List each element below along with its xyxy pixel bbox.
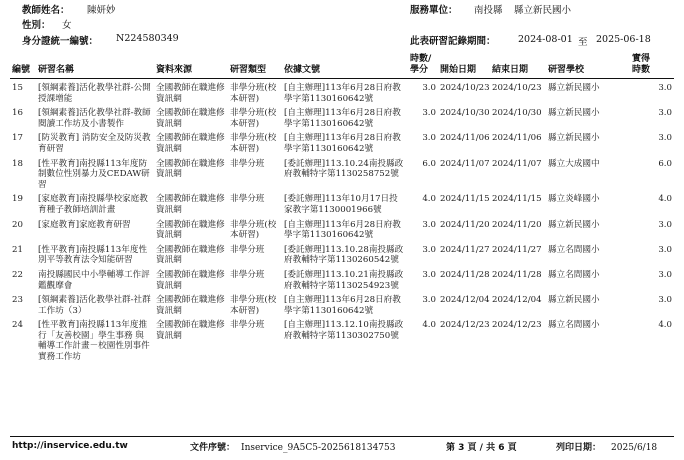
row-start-date: 2024/11/07 (440, 158, 490, 169)
service-unit-label: 服務單位： (410, 5, 458, 16)
row-end-date: 2024/11/28 (492, 269, 542, 280)
row-type: 非學分班 (230, 320, 265, 331)
row-earned-hours: 3.0 (658, 269, 672, 280)
row-school: 縣立新民國小 (548, 83, 600, 93)
table-row (10, 104, 674, 129)
row-end-date: 2024/11/20 (492, 219, 542, 230)
row-end-date: 2024/11/27 (492, 244, 542, 255)
row-end-date: 2024/11/15 (492, 194, 542, 205)
gender-label: 性別： (22, 20, 51, 31)
row-type: 非學分班 (230, 194, 265, 205)
row-source: 全國教師在職進修資訊網 (156, 158, 225, 180)
table-row (10, 216, 674, 241)
row-course-name: [家庭教育]家庭教育研習 (38, 219, 131, 230)
row-start-date: 2024/12/23 (440, 320, 490, 331)
id-number-label: 身分證統一編號： (22, 36, 99, 47)
service-unit-county: 南投縣 (474, 5, 503, 16)
row-start-date: 2024/12/04 (440, 295, 490, 306)
record-period-label: 此表研習記錄期間： (410, 36, 496, 47)
table-row (10, 291, 674, 316)
col-header-name: 研習名稱 (38, 65, 75, 75)
table-header-row (10, 54, 674, 79)
row-course-name: [性平教育]南投縣113年度推行「友善校園」學生事務 與輔導工作計畫－校園性別事件實務工作坊 (38, 320, 150, 363)
row-school: 縣立名間國小 (548, 320, 600, 331)
row-start-date: 2024/11/20 (440, 219, 490, 230)
row-type: 非學分班 (230, 158, 265, 169)
record-period-to: 至 (578, 37, 588, 48)
col-header-earned: 實得 時數 (632, 54, 651, 75)
row-earned-hours: 6.0 (658, 158, 672, 169)
row-hours: 3.0 (422, 244, 436, 255)
row-hours: 3.0 (422, 133, 436, 144)
col-header-end-date: 結束日期 (492, 65, 529, 75)
table-row (10, 155, 674, 191)
row-start-date: 2024/11/27 (440, 244, 490, 255)
row-doc-number: [自主辦理]113年6月28日府教學字第1130160642號 (284, 219, 401, 241)
row-source: 全國教師在職進修資訊網 (156, 219, 225, 241)
row-source: 全國教師在職進修資訊網 (156, 133, 225, 154)
table-row (10, 190, 674, 215)
row-course-name: [性平教育]南投縣113年度防制數位性別暴力及CEDAW研習 (38, 158, 150, 190)
row-course-name: 南投縣國民中小學輔導工作評鑑觀摩會 (38, 269, 150, 291)
row-number: 16 (12, 108, 23, 119)
row-number: 17 (12, 133, 23, 144)
table-row (10, 79, 674, 105)
row-source: 全國教師在職進修資訊網 (156, 269, 225, 291)
row-end-date: 2024/12/04 (492, 295, 542, 306)
row-hours: 3.0 (422, 108, 436, 119)
row-type: 非學分班(校本研習) (230, 108, 277, 129)
row-school: 縣立名間國小 (548, 269, 600, 280)
row-start-date: 2024/11/28 (440, 269, 490, 280)
col-header-number: 編號 (12, 65, 31, 75)
record-period-end: 2025-06-18 (596, 34, 651, 45)
row-doc-number: [委託辦理]113.10.24南投縣政府教輔特字第1130258752號 (284, 158, 404, 180)
row-hours: 4.0 (422, 194, 436, 205)
print-date: 列印日期： 2025/6/18 (556, 443, 658, 453)
row-doc-number: [自主辦理]113.12.10南投縣政府教輔特字第1130302750號 (284, 320, 404, 341)
row-doc-number: [委託辦理]113.10.21南投縣政府教輔特字第1130254923號 (284, 269, 404, 291)
table-row (10, 266, 674, 291)
row-hours: 3.0 (422, 269, 436, 280)
row-course-name: [家庭教育]南投縣學校家庭教育種子教師培訓計畫 (38, 194, 148, 215)
row-end-date: 2024/10/23 (492, 83, 542, 93)
row-doc-number: [委託辦理]113年10月17日投家教字第1130001966號 (284, 194, 398, 215)
row-course-name: [防災教育] 消防安全及防災教育研習 (38, 133, 151, 154)
row-type: 非學分班(校本研習) (230, 83, 277, 104)
row-end-date: 2024/11/07 (492, 158, 542, 169)
row-type: 非學分班(校本研習) (230, 295, 277, 316)
row-earned-hours: 4.0 (658, 320, 672, 331)
row-source: 全國教師在職進修資訊網 (156, 108, 225, 129)
row-school: 縣立炎峰國小 (548, 194, 600, 205)
row-number: 21 (12, 244, 23, 255)
row-source: 全國教師在職進修資訊網 (156, 83, 225, 104)
row-earned-hours: 3.0 (658, 244, 672, 255)
document-serial: 文件序號： Inservice_9A5C5-2025618134753 (190, 443, 396, 453)
col-header-type: 研習類型 (230, 65, 267, 75)
training-records-table (10, 54, 674, 363)
row-earned-hours: 3.0 (658, 295, 672, 306)
row-start-date: 2024/11/15 (440, 194, 490, 205)
row-type: 非學分班 (230, 244, 265, 255)
row-start-date: 2024/10/23 (440, 83, 490, 93)
row-end-date: 2024/12/23 (492, 320, 542, 331)
col-header-hours: 時數/ 學分 (410, 54, 432, 75)
row-number: 22 (12, 269, 23, 280)
row-doc-number: [委託辦理]113.10.28南投縣政府教輔特字第1130260542號 (284, 244, 404, 266)
row-end-date: 2024/10/30 (492, 108, 542, 119)
row-earned-hours: 3.0 (658, 108, 672, 119)
col-header-start-date: 開始日期 (440, 65, 477, 75)
row-course-name: [性平教育]南投縣113年度性別平等教育法令知能研習 (38, 244, 148, 266)
page-indicator: 第 3 頁 / 共 6 頁 (446, 443, 517, 453)
row-source: 全國教師在職進修資訊網 (156, 295, 225, 316)
row-earned-hours: 3.0 (658, 83, 672, 93)
col-header-doc: 依據文號 (284, 65, 321, 75)
table-row (10, 316, 674, 362)
row-end-date: 2024/11/06 (492, 133, 542, 144)
row-number: 20 (12, 219, 23, 230)
row-school: 縣立大成國中 (548, 158, 600, 169)
row-doc-number: [自主辦理]113年6月28日府教學字第1130160642號 (284, 133, 401, 154)
row-earned-hours: 4.0 (658, 194, 672, 205)
row-type: 非學分班(校本研習) (230, 219, 277, 241)
row-type: 非學分班 (230, 269, 265, 280)
row-number: 19 (12, 194, 23, 205)
col-header-source: 資料來源 (156, 65, 193, 75)
row-doc-number: [自主辦理]113年6月28日府教學字第1130160642號 (284, 108, 401, 129)
site-url: http://inservice.edu.tw (12, 441, 128, 451)
row-source: 全國教師在職進修資訊網 (156, 320, 225, 341)
table-row (10, 241, 674, 266)
teacher-name-label: 教師姓名： (22, 5, 70, 16)
row-school: 縣立新民國小 (548, 295, 600, 306)
row-hours: 3.0 (422, 219, 436, 230)
table-row (10, 129, 674, 154)
row-school: 縣立新民國小 (548, 108, 600, 119)
row-type: 非學分班(校本研習) (230, 133, 277, 154)
row-number: 15 (12, 83, 23, 93)
row-source: 全國教師在職進修資訊網 (156, 244, 225, 266)
row-start-date: 2024/11/06 (440, 133, 490, 144)
gender-value: 女 (62, 20, 72, 31)
row-number: 23 (12, 295, 23, 306)
teacher-name-value: 陳妍妙 (87, 5, 116, 16)
record-period-start: 2024-08-01 (518, 34, 573, 45)
row-number: 24 (12, 320, 23, 331)
row-school: 縣立名間國小 (548, 244, 600, 255)
row-hours: 4.0 (422, 320, 436, 331)
id-number-value: N224580349 (116, 33, 179, 44)
service-unit-school: 縣立新民國小 (514, 5, 572, 16)
row-course-name: [領綱素養]活化教學社群-社群工作坊（3） (38, 295, 151, 316)
row-school: 縣立新民國小 (548, 133, 600, 144)
row-hours: 3.0 (422, 295, 436, 306)
footer-divider (10, 436, 674, 437)
row-start-date: 2024/10/30 (440, 108, 490, 119)
row-earned-hours: 3.0 (658, 133, 672, 144)
row-earned-hours: 3.0 (658, 219, 672, 230)
row-course-name: [領綱素養]活化教學社群-公開授課增能 (38, 83, 151, 104)
row-hours: 6.0 (422, 158, 436, 169)
row-number: 18 (12, 158, 23, 169)
row-school: 縣立新民國小 (548, 219, 600, 230)
row-doc-number: [自主辦理]113年6月28日府教學字第1130160642號 (284, 295, 401, 316)
row-course-name: [領綱素養]活化教學社群-教師閱讀工作坊及小書製作 (38, 108, 151, 129)
row-source: 全國教師在職進修資訊網 (156, 194, 225, 215)
row-doc-number: [自主辦理]113年6月28日府教學字第1130160642號 (284, 83, 401, 104)
col-header-school: 研習學校 (548, 65, 585, 75)
row-hours: 3.0 (422, 83, 436, 93)
